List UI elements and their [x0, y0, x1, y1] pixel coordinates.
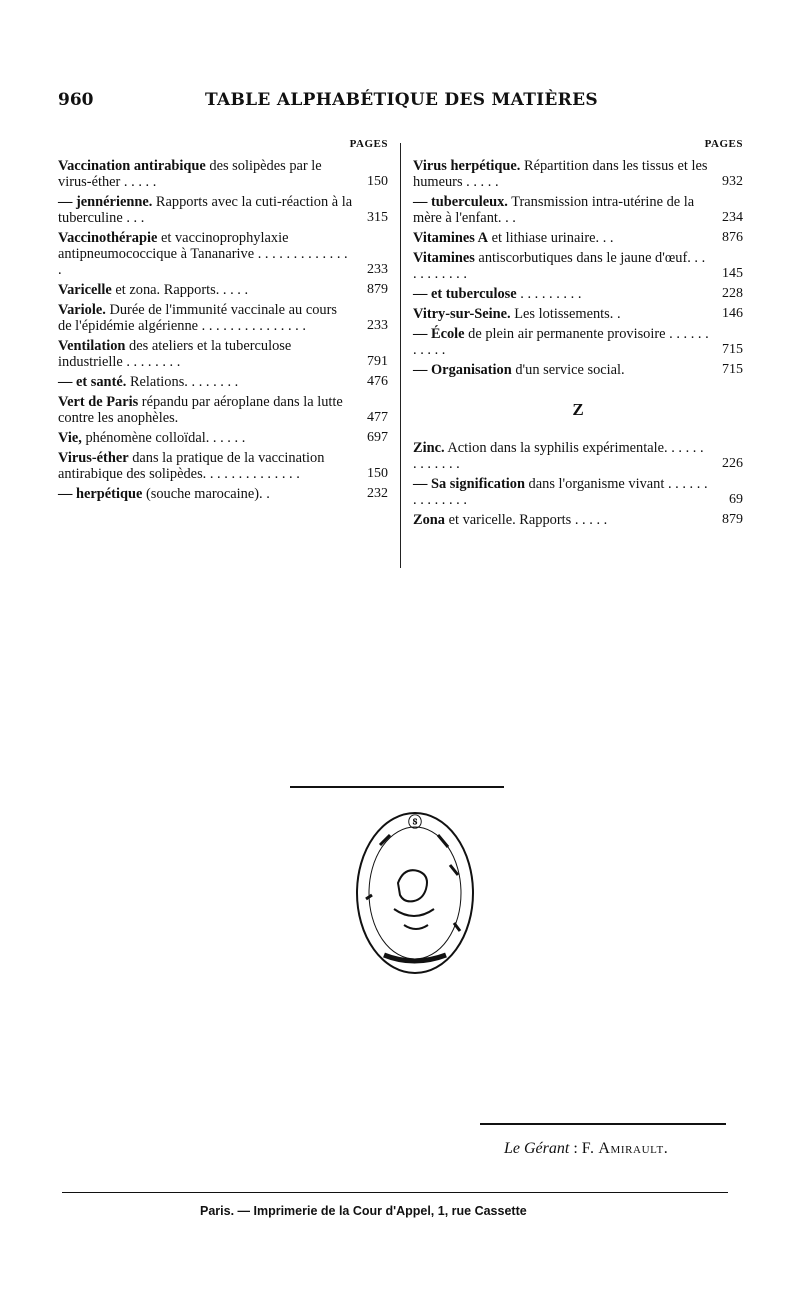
- entry-text: d'un service social.: [511, 362, 625, 378]
- entry-text: et varicelle. Rapports . . . . .: [445, 512, 608, 528]
- entry-page-number: 715: [722, 342, 743, 357]
- index-entry: [413, 362, 743, 378]
- entry-page-number: 234: [722, 210, 743, 225]
- entry-text: . . . . . . . . .: [516, 286, 582, 302]
- library-stamp: [350, 805, 480, 985]
- entry-page-number: 879: [367, 282, 388, 297]
- entry-headword: Virus-éther: [58, 450, 129, 466]
- entry-text: Rapports avec la cuti-réaction à la tuberculine . . .: [58, 194, 353, 226]
- column-head-pages: PAGES: [349, 138, 388, 150]
- index-entry: [413, 250, 743, 282]
- index-entry: [413, 326, 743, 358]
- entry-text: Relations. . . . . . . .: [126, 374, 239, 390]
- index-entry: [413, 306, 743, 322]
- column-head-pages: PAGES: [704, 138, 743, 150]
- left-column: [58, 138, 388, 506]
- index-entry: [413, 158, 743, 190]
- entry-headword: — et tuberculose: [413, 286, 517, 302]
- entry-text: Transmission intra-utérine de la mère à l'enfant. . .: [413, 194, 695, 226]
- running-title: TABLE ALPHABÉTIQUE DES MATIÈRES: [205, 90, 598, 110]
- index-entry: [58, 430, 388, 446]
- entry-headword: — et santé.: [58, 374, 127, 390]
- entry-page-number: 879: [722, 512, 743, 527]
- entry-headword: — École: [413, 326, 465, 342]
- right-entry-list: [413, 158, 743, 378]
- entry-text: Les lotissements. .: [510, 306, 621, 322]
- index-entry: [58, 338, 388, 370]
- index-entry: [413, 440, 743, 472]
- entry-page-number: 150: [367, 466, 388, 481]
- gerant-label: Le Gérant: [504, 1140, 570, 1157]
- entry-text: de plein air permanente provisoire . . . . . . . . . . .: [413, 326, 709, 358]
- entry-text: des solipèdes par le virus-éther . . . . .: [58, 158, 322, 190]
- entry-page-number: 715: [722, 362, 743, 377]
- entry-page-number: 145: [722, 266, 743, 281]
- entry-page-number: 697: [367, 430, 388, 445]
- entry-text: répandu par aéroplane dans la lutte contre les anophèles.: [58, 394, 343, 426]
- index-entry: [58, 282, 388, 298]
- index-entry: [58, 394, 388, 426]
- entry-page-number: 791: [367, 354, 388, 369]
- entry-text: (souche marocaine). .: [142, 486, 270, 502]
- index-entry: [413, 512, 743, 528]
- index-entry: [58, 450, 388, 482]
- entry-text: phénomène colloïdal. . . . . .: [81, 430, 246, 446]
- entry-page-number: 876: [722, 230, 743, 245]
- entry-headword: Variole.: [58, 302, 106, 318]
- entry-headword: Vie,: [58, 430, 82, 446]
- entry-text: et vaccinoprophylaxie antipneumococcique à Tananarive . . . . . . . . . . . . . .: [58, 230, 348, 278]
- entry-page-number: 477: [367, 410, 388, 425]
- entry-page-number: 233: [367, 318, 388, 333]
- imprint-rule: [62, 1192, 728, 1193]
- index-entry: [58, 194, 388, 226]
- entry-page-number: 150: [367, 174, 388, 189]
- index-entry: [413, 476, 743, 508]
- entry-page-number: 233: [367, 262, 388, 277]
- entry-headword: Vert de Paris: [58, 394, 139, 410]
- entry-text: Répartition dans les tissus et les humeurs . . . . .: [413, 158, 708, 190]
- right-column: [413, 138, 743, 532]
- column-divider: [400, 143, 401, 568]
- z-entry-list: [413, 440, 743, 528]
- entry-page-number: 932: [722, 174, 743, 189]
- entry-headword: Ventilation: [58, 338, 126, 354]
- entry-page-number: 232: [367, 486, 388, 501]
- index-entry: [58, 302, 388, 334]
- entry-page-number: 146: [722, 306, 743, 321]
- index-entry: [58, 374, 388, 390]
- entry-headword: Vitamines: [413, 250, 475, 266]
- stamp-top-rule: [290, 786, 504, 788]
- printer-imprint: Paris. — Imprimerie de la Cour d'Appel, 1, rue Cassette: [200, 1204, 527, 1218]
- gerant-rule: [480, 1123, 726, 1125]
- entry-headword: Vaccinothérapie: [58, 230, 158, 246]
- index-entry: [58, 486, 388, 502]
- entry-headword: — tuberculeux.: [413, 194, 508, 210]
- entry-page-number: 228: [722, 286, 743, 301]
- index-entry: [58, 158, 388, 190]
- entry-page-number: 69: [729, 492, 743, 507]
- index-entry: [58, 230, 388, 278]
- entry-text: et lithiase urinaire. . .: [488, 230, 614, 246]
- index-entry: [413, 286, 743, 302]
- entry-headword: — jennérienne.: [58, 194, 153, 210]
- entry-headword: Vitamines A: [413, 230, 489, 246]
- index-entry: [413, 194, 743, 226]
- entry-headword: Vitry-sur-Seine.: [413, 306, 511, 322]
- entry-headword: Varicelle: [58, 282, 112, 298]
- entry-text: Durée de l'immunité vaccinale au cours de l'épidémie algérienne . . . . . . . . . . . . . . .: [58, 302, 337, 334]
- entry-headword: — Sa signification: [413, 476, 525, 492]
- entry-headword: — herpétique: [58, 486, 143, 502]
- entry-text: des ateliers et la tuberculose industrielle . . . . . . . .: [58, 338, 292, 370]
- library-stamp-image: [350, 805, 480, 985]
- svg-text:ⓢ: ⓢ: [408, 815, 422, 831]
- entry-text: et zona. Rapports. . . . .: [111, 282, 249, 298]
- section-letter-z: Z: [572, 400, 584, 419]
- entry-headword: Vaccination antirabique: [58, 158, 206, 174]
- entry-headword: Zinc.: [413, 440, 445, 456]
- entry-text: antiscorbutiques dans le jaune d'œuf. . . . . . . . . . .: [413, 250, 706, 282]
- entry-page-number: 226: [722, 456, 743, 471]
- entry-page-number: 315: [367, 210, 388, 225]
- gerant-separator: :: [569, 1140, 582, 1157]
- left-entry-list: [58, 158, 388, 502]
- entry-text: Action dans la syphilis expérimentale. . . . . . . . . . . . .: [413, 440, 704, 472]
- index-entry: [413, 230, 743, 246]
- entry-text: dans la pratique de la vaccination antirabique des solipèdes. . . . . . . . . . . . . .: [58, 450, 325, 482]
- entry-headword: Zona: [413, 512, 445, 528]
- page-number: 960: [58, 90, 94, 110]
- entry-headword: Virus herpétique.: [413, 158, 521, 174]
- gerant-signature: [504, 1140, 668, 1158]
- entry-text: dans l'organisme vivant . . . . . . . . . . . . . .: [413, 476, 708, 508]
- entry-headword: — Organisation: [413, 362, 512, 378]
- gerant-name: F. Amirault.: [581, 1140, 669, 1157]
- entry-page-number: 476: [367, 374, 388, 389]
